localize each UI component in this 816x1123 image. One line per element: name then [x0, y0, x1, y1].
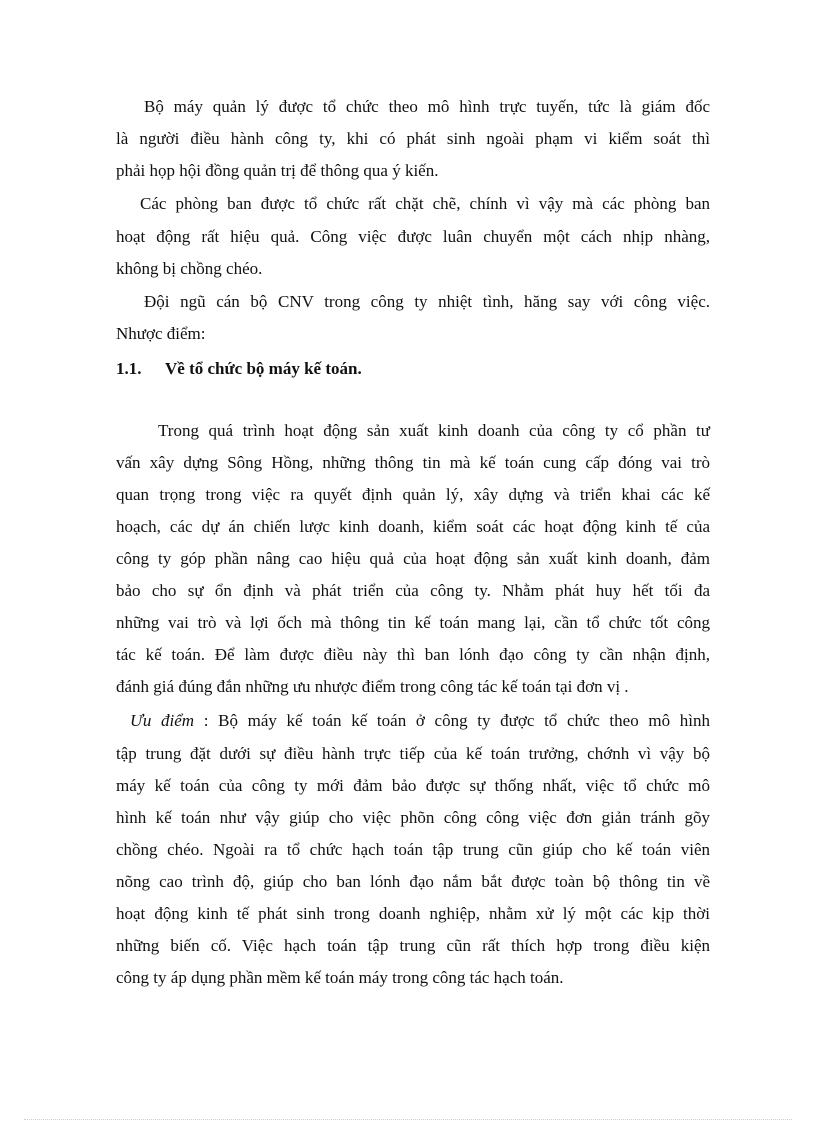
- paragraph-1-line-2: là người điều hành công ty, khi có phát sinh ngoài phạm vi kiểm soát thì: [116, 129, 710, 148]
- paragraph-4-line-5: công ty góp phần nâng cao hiệu quả của hoạt động sản xuất kinh doanh, đảm: [116, 549, 710, 568]
- paragraph-5-line-2: tập trung đặt dưới sự điều hành trực tiếp của kế toán trưởng, chớnh vì vậy bộ: [116, 744, 710, 763]
- paragraph-4-line-6: bảo cho sự ổn định và phát triển của công ty. Nhằm phát huy hết tối đa: [116, 581, 710, 600]
- paragraph-5-line-8: những biến cố. Việc hạch toán tập trung cũn rất thích hợp trong điều kiện: [116, 936, 710, 955]
- paragraph-4-line-4: hoạch, các dự án chiến lược kinh doanh, kiểm soát các hoạt động kinh tế của: [116, 517, 710, 536]
- paragraph-2-line-3: không bị chồng chéo.: [116, 259, 263, 278]
- paragraph-5-line-5: chồng chéo. Ngoài ra tổ chức hạch toán tập trung cũn giúp cho kế toán viên: [116, 840, 710, 859]
- paragraph-1-line-3: phải họp hội đồng quản trị để thông qua ý kiến.: [116, 161, 439, 180]
- section-number: 1.1.: [116, 359, 142, 378]
- paragraph-5-line-1: [116, 710, 710, 732]
- section-title: Về tổ chức bộ máy kế toán.: [165, 359, 362, 378]
- section-heading: [116, 358, 362, 380]
- paragraph-4-line-2: vấn xây dựng Sông Hồng, những thông tin mà kế toán cung cấp đóng vai trò: [116, 453, 710, 472]
- paragraph-4-line-8: tác kế toán. Để làm được điều này thì ban lónh đạo công ty cần nhận định,: [116, 645, 710, 664]
- paragraph-4-line-9: đánh giá đúng đắn những ưu nhược điểm trong công tác kế toán tại đơn vị .: [116, 677, 629, 696]
- paragraph-5-line-7: hoạt động kinh tế phát sinh trong doanh nghiệp, nhằm xử lý một các kịp thời: [116, 904, 710, 923]
- paragraph-4-line-3: quan trọng trong việc ra quyết định quản lý, xây dựng và triển khai các kế: [116, 485, 710, 504]
- paragraph-3-line-1: Đội ngũ cán bộ CNV trong công ty nhiệt tình, hăng say với công việc.: [144, 292, 710, 311]
- paragraph-5-line-4: hình kế toán như vậy giúp cho việc phõn công công việc đơn giản tránh gõy: [116, 808, 710, 827]
- paragraph-1-line-1: Bộ máy quản lý được tổ chức theo mô hình trực tuyến, tức là giám đốc: [144, 97, 710, 116]
- advantage-line-rest: : Bộ máy kế toán kế toán ở công ty được tổ chức theo mô hình: [203, 711, 710, 730]
- weakness-label: Nhược điểm:: [116, 324, 206, 343]
- paragraph-5-line-9: công ty áp dụng phần mềm kế toán máy trong công tác hạch toán.: [116, 968, 564, 987]
- paragraph-5-line-3: máy kế toán của công ty mới đảm bảo được sự thống nhất, việc tổ chức mô: [116, 776, 710, 795]
- paragraph-4-line-1: Trong quá trình hoạt động sản xuất kinh doanh của công ty cổ phần tư: [158, 421, 710, 440]
- advantage-label: Ưu điểm: [130, 711, 195, 730]
- paragraph-4-line-7: những vai trò và lợi ốch mà thông tin kế toán mang lại, cần tổ chức tốt công: [116, 613, 710, 632]
- paragraph-2-line-2: hoạt động rất hiệu quả. Công việc được luân chuyển một cách nhịp nhàng,: [116, 227, 710, 246]
- page-bottom-rule: [24, 1119, 792, 1120]
- paragraph-2-line-1: Các phòng ban được tổ chức rất chặt chẽ, chính vì vậy mà các phòng ban: [140, 194, 710, 213]
- paragraph-5-line-6: nõng cao trình độ, giúp cho ban lónh đạo nắm bắt được toàn bộ thông tin về: [116, 872, 710, 891]
